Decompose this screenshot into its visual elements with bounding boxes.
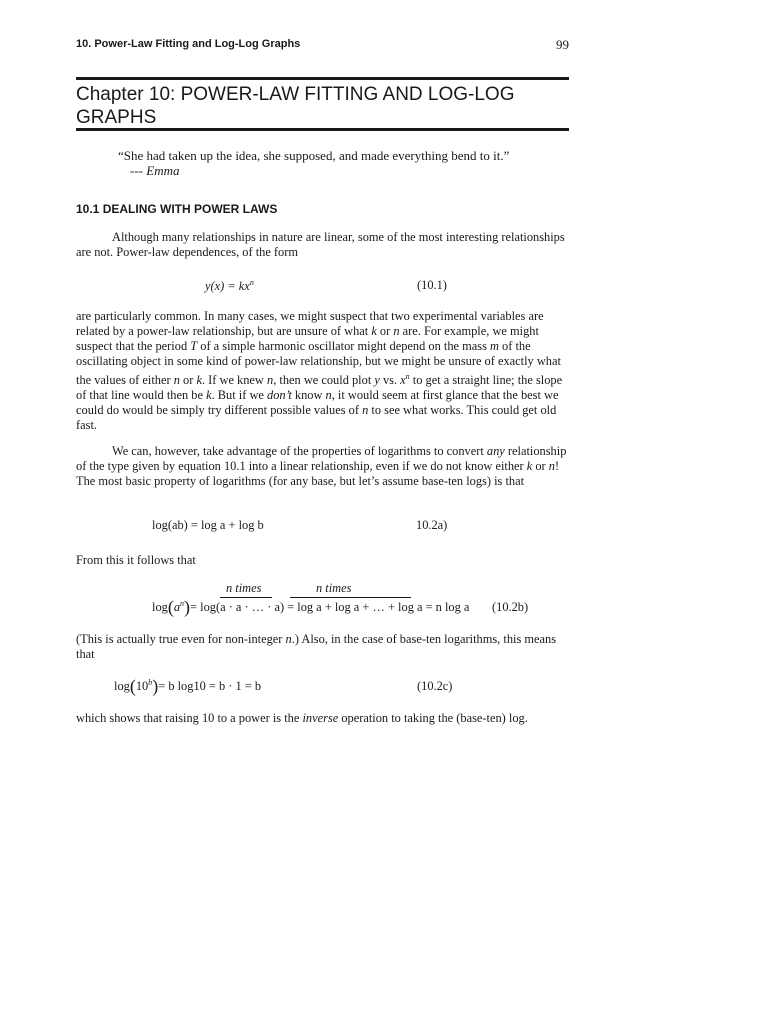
equation-10-2a-number: 10.2a) (416, 518, 448, 532)
page-number: 99 (556, 37, 569, 52)
paragraph-non-integer: (This is actually true even for non-integer n.) Also, in the case of base-ten logarithms, this means that (76, 632, 557, 661)
paragraph-follows: From this it follows that (76, 553, 196, 567)
epigraph-attribution: --- Emma (130, 163, 180, 178)
running-header-title: 10. Power-Law Fitting and Log-Log Graphs (76, 38, 301, 50)
chapter-title: Chapter 10: POWER-LAW FITTING AND LOG-LOG GRAPHS (76, 84, 515, 128)
equation-10-2c-number: (10.2c) (417, 679, 453, 693)
equation-10-2b-label-2: n times (316, 581, 352, 595)
paragraph-inverse: which shows that raising 10 to a power is the inverse operation to taking the (base-ten) log. (76, 711, 528, 725)
equation-10-1-number: (10.1) (417, 278, 447, 292)
equation-10-2a: log(ab) = log a + log b (152, 518, 264, 532)
section-heading: 10.1 DEALING WITH POWER LAWS (76, 202, 278, 216)
chapter-bottom-rule (76, 128, 569, 131)
paragraph-intro: Although many relationships in nature are linear, some of the most interesting relationships are not. Power-law dependences, of the form (76, 230, 565, 259)
epigraph-source: Emma (146, 163, 180, 178)
equation-10-2b: $\log(a^n)= \log(a \cdot a$ · … · a) = log a + log a + … + log a = n log a (152, 597, 470, 617)
equation-10-2c: $\log(10^b)= b$ log10 = b · 1 = b (114, 676, 262, 696)
chapter-top-rule (76, 77, 569, 80)
equation-10-1: $y(x) = kx^n$ (205, 278, 254, 293)
equation-10-2b-overbrace-2 (290, 597, 411, 598)
paragraph-power-law-problem: are particularly common. In many cases, we might suspect that two experimental variables are related by a power-law relationship, but are unsure of what k or n are. For example, we might suspect that the period T of a simple harmonic oscillator might depend on the mass m of the oscillating object in some kind of power-law relationship, but we might be unsure of exactly what the values of either n or k. If we knew n, then we could plot y vs. $x^n$ to get a straight line; the slope of that line would then be k. But if we don’t know n, it would seem at first glance that the best we could do would be simply try different possible values of n to see what works. This could get old fast. (76, 309, 563, 432)
epigraph-quote: “She had taken up the idea, she supposed, and made everything bend to it.” (118, 148, 510, 163)
epigraph (118, 148, 509, 178)
equation-10-2b-overbrace-1 (220, 597, 272, 598)
equation-10-2b-label-1: n times (226, 581, 262, 595)
paragraph-logarithms: We can, however, take advantage of the properties of logarithms to convert any relationship of the type given by equation 10.1 into a linear relationship, even if we do not know either k or n! The most basic property of logarithms (for any base, but let’s assume base-ten logs) is that (76, 444, 567, 488)
equation-10-2b-number: (10.2b) (492, 600, 529, 614)
